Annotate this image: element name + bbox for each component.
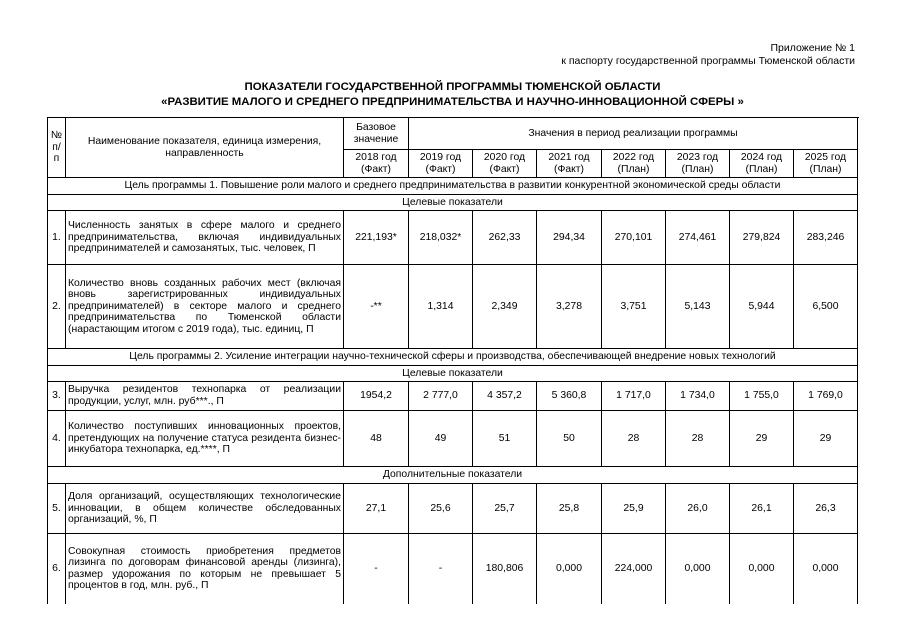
value-cell: 283,246 [794, 211, 858, 265]
value-cell: 27,1 [344, 484, 409, 534]
page-title [0, 80, 905, 110]
value-cell: 26,3 [794, 484, 858, 534]
value-cell: 180,806 [473, 534, 537, 604]
value-cell: 25,6 [409, 484, 473, 534]
indicator-name: Доля организаций, осуществляющих технологические инновации, в общем количестве обследованных организаций, %, П [66, 484, 344, 534]
title-line-2: «РАЗВИТИЕ МАЛОГО И СРЕДНЕГО ПРЕДПРИНИМАТЕЛЬСТВА И НАУЧНО-ИННОВАЦИОННОЙ СФЕРЫ » [161, 96, 744, 108]
value-cell: 5,143 [666, 265, 730, 349]
indicator-name: Численность занятых в сфере малого и среднего предпринимательства, включая индивидуальных предпринимателей и самозанятых, тыс. человек, П [66, 211, 344, 265]
value-cell: 270,101 [602, 211, 666, 265]
value-cell: 25,9 [602, 484, 666, 534]
value-cell: 218,032* [409, 211, 473, 265]
header-year: 2024 год (План) [730, 150, 794, 178]
row-num: 4. [48, 411, 66, 467]
table-row [48, 534, 858, 604]
header-num: № п/п [48, 118, 66, 178]
value-cell: 3,278 [537, 265, 602, 349]
value-cell: 3,751 [602, 265, 666, 349]
value-cell: 0,000 [666, 534, 730, 604]
value-cell: 1 734,0 [666, 382, 730, 411]
value-cell: 2,349 [473, 265, 537, 349]
table-row [48, 382, 858, 411]
value-cell: 1 769,0 [794, 382, 858, 411]
header-base: Базовое значение [344, 118, 409, 150]
row-num: 3. [48, 382, 66, 411]
value-cell: 48 [344, 411, 409, 467]
indicators-table [47, 117, 858, 604]
table-row [48, 484, 858, 534]
goal-1-row: Цель программы 1. Повышение роли малого и среднего предпринимательства в развитии конкурентной экономической среды области [48, 178, 858, 195]
value-cell: 26,1 [730, 484, 794, 534]
target-indicators-header-1: Целевые показатели [48, 195, 858, 211]
value-cell: 262,33 [473, 211, 537, 265]
indicator-name: Количество вновь созданных рабочих мест (включая вновь зарегистрированных индивидуальных предпринимателей) в секторе малого и среднего предпринимательства по Тюменской области (нарастающим итогом с 2019 года), тыс. единиц, П [66, 265, 344, 349]
row-num: 6. [48, 534, 66, 604]
value-cell: 51 [473, 411, 537, 467]
row-num: 2. [48, 265, 66, 349]
target-indicators-header-2: Целевые показатели [48, 366, 858, 382]
value-cell: 279,824 [730, 211, 794, 265]
header-period: Значения в период реализации программы [409, 118, 858, 150]
table-row [48, 211, 858, 265]
value-cell: 50 [537, 411, 602, 467]
value-cell: 274,461 [666, 211, 730, 265]
value-cell: 0,000 [730, 534, 794, 604]
header-year: 2020 год (Факт) [473, 150, 537, 178]
additional-indicators-header: Дополнительные показатели [48, 467, 858, 484]
value-cell: 5 360,8 [537, 382, 602, 411]
value-cell: 26,0 [666, 484, 730, 534]
value-cell: -** [344, 265, 409, 349]
row-num: 5. [48, 484, 66, 534]
value-cell: 0,000 [794, 534, 858, 604]
title-line-1: ПОКАЗАТЕЛИ ГОСУДАРСТВЕННОЙ ПРОГРАММЫ ТЮМЕНСКОЙ ОБЛАСТИ [244, 81, 661, 93]
value-cell: 49 [409, 411, 473, 467]
header-year: 2018 год (Факт) [344, 150, 409, 178]
value-cell: 1 755,0 [730, 382, 794, 411]
table-row [48, 411, 858, 467]
value-cell: 224,000 [602, 534, 666, 604]
appendix-line-2: к паспорту государственной программы Тюменской области [561, 55, 855, 67]
value-cell: - [409, 534, 473, 604]
value-cell: 28 [602, 411, 666, 467]
header-year: 2023 год (План) [666, 150, 730, 178]
appendix-line-1: Приложение № 1 [770, 42, 855, 54]
value-cell: 221,193* [344, 211, 409, 265]
value-cell: 28 [666, 411, 730, 467]
value-cell: 25,7 [473, 484, 537, 534]
value-cell: 6,500 [794, 265, 858, 349]
header-year: 2025 год (План) [794, 150, 858, 178]
value-cell: 4 357,2 [473, 382, 537, 411]
appendix-note [561, 42, 855, 68]
header-year: 2022 год (План) [602, 150, 666, 178]
value-cell: 0,000 [537, 534, 602, 604]
row-num: 1. [48, 211, 66, 265]
value-cell: 1 717,0 [602, 382, 666, 411]
header-year: 2021 год (Факт) [537, 150, 602, 178]
value-cell: 29 [794, 411, 858, 467]
indicator-name: Количество поступивших инновационных проектов, претендующих на получение статуса резидента бизнес-инкубатора технопарка, ед.****, П [66, 411, 344, 467]
table-row [48, 265, 858, 349]
value-cell: 1954,2 [344, 382, 409, 411]
goal-2-row: Цель программы 2. Усиление интеграции научно-технической сферы и производства, обеспечивающей внедрение новых технологий [48, 349, 858, 366]
value-cell: 294,34 [537, 211, 602, 265]
header-year: 2019 год (Факт) [409, 150, 473, 178]
value-cell: 5,944 [730, 265, 794, 349]
value-cell: 1,314 [409, 265, 473, 349]
value-cell: - [344, 534, 409, 604]
indicator-name: Совокупная стоимость приобретения предметов лизинга по договорам финансовой аренды (лизинга), размер удорожания по которым не превышает 5 процентов в год, млн. руб., П [66, 534, 344, 604]
indicator-name: Выручка резидентов технопарка от реализации продукции, услуг, млн. руб***., П [66, 382, 344, 411]
value-cell: 2 777,0 [409, 382, 473, 411]
value-cell: 29 [730, 411, 794, 467]
header-name: Наименование показателя, единица измерения, направленность [66, 118, 344, 178]
value-cell: 25,8 [537, 484, 602, 534]
